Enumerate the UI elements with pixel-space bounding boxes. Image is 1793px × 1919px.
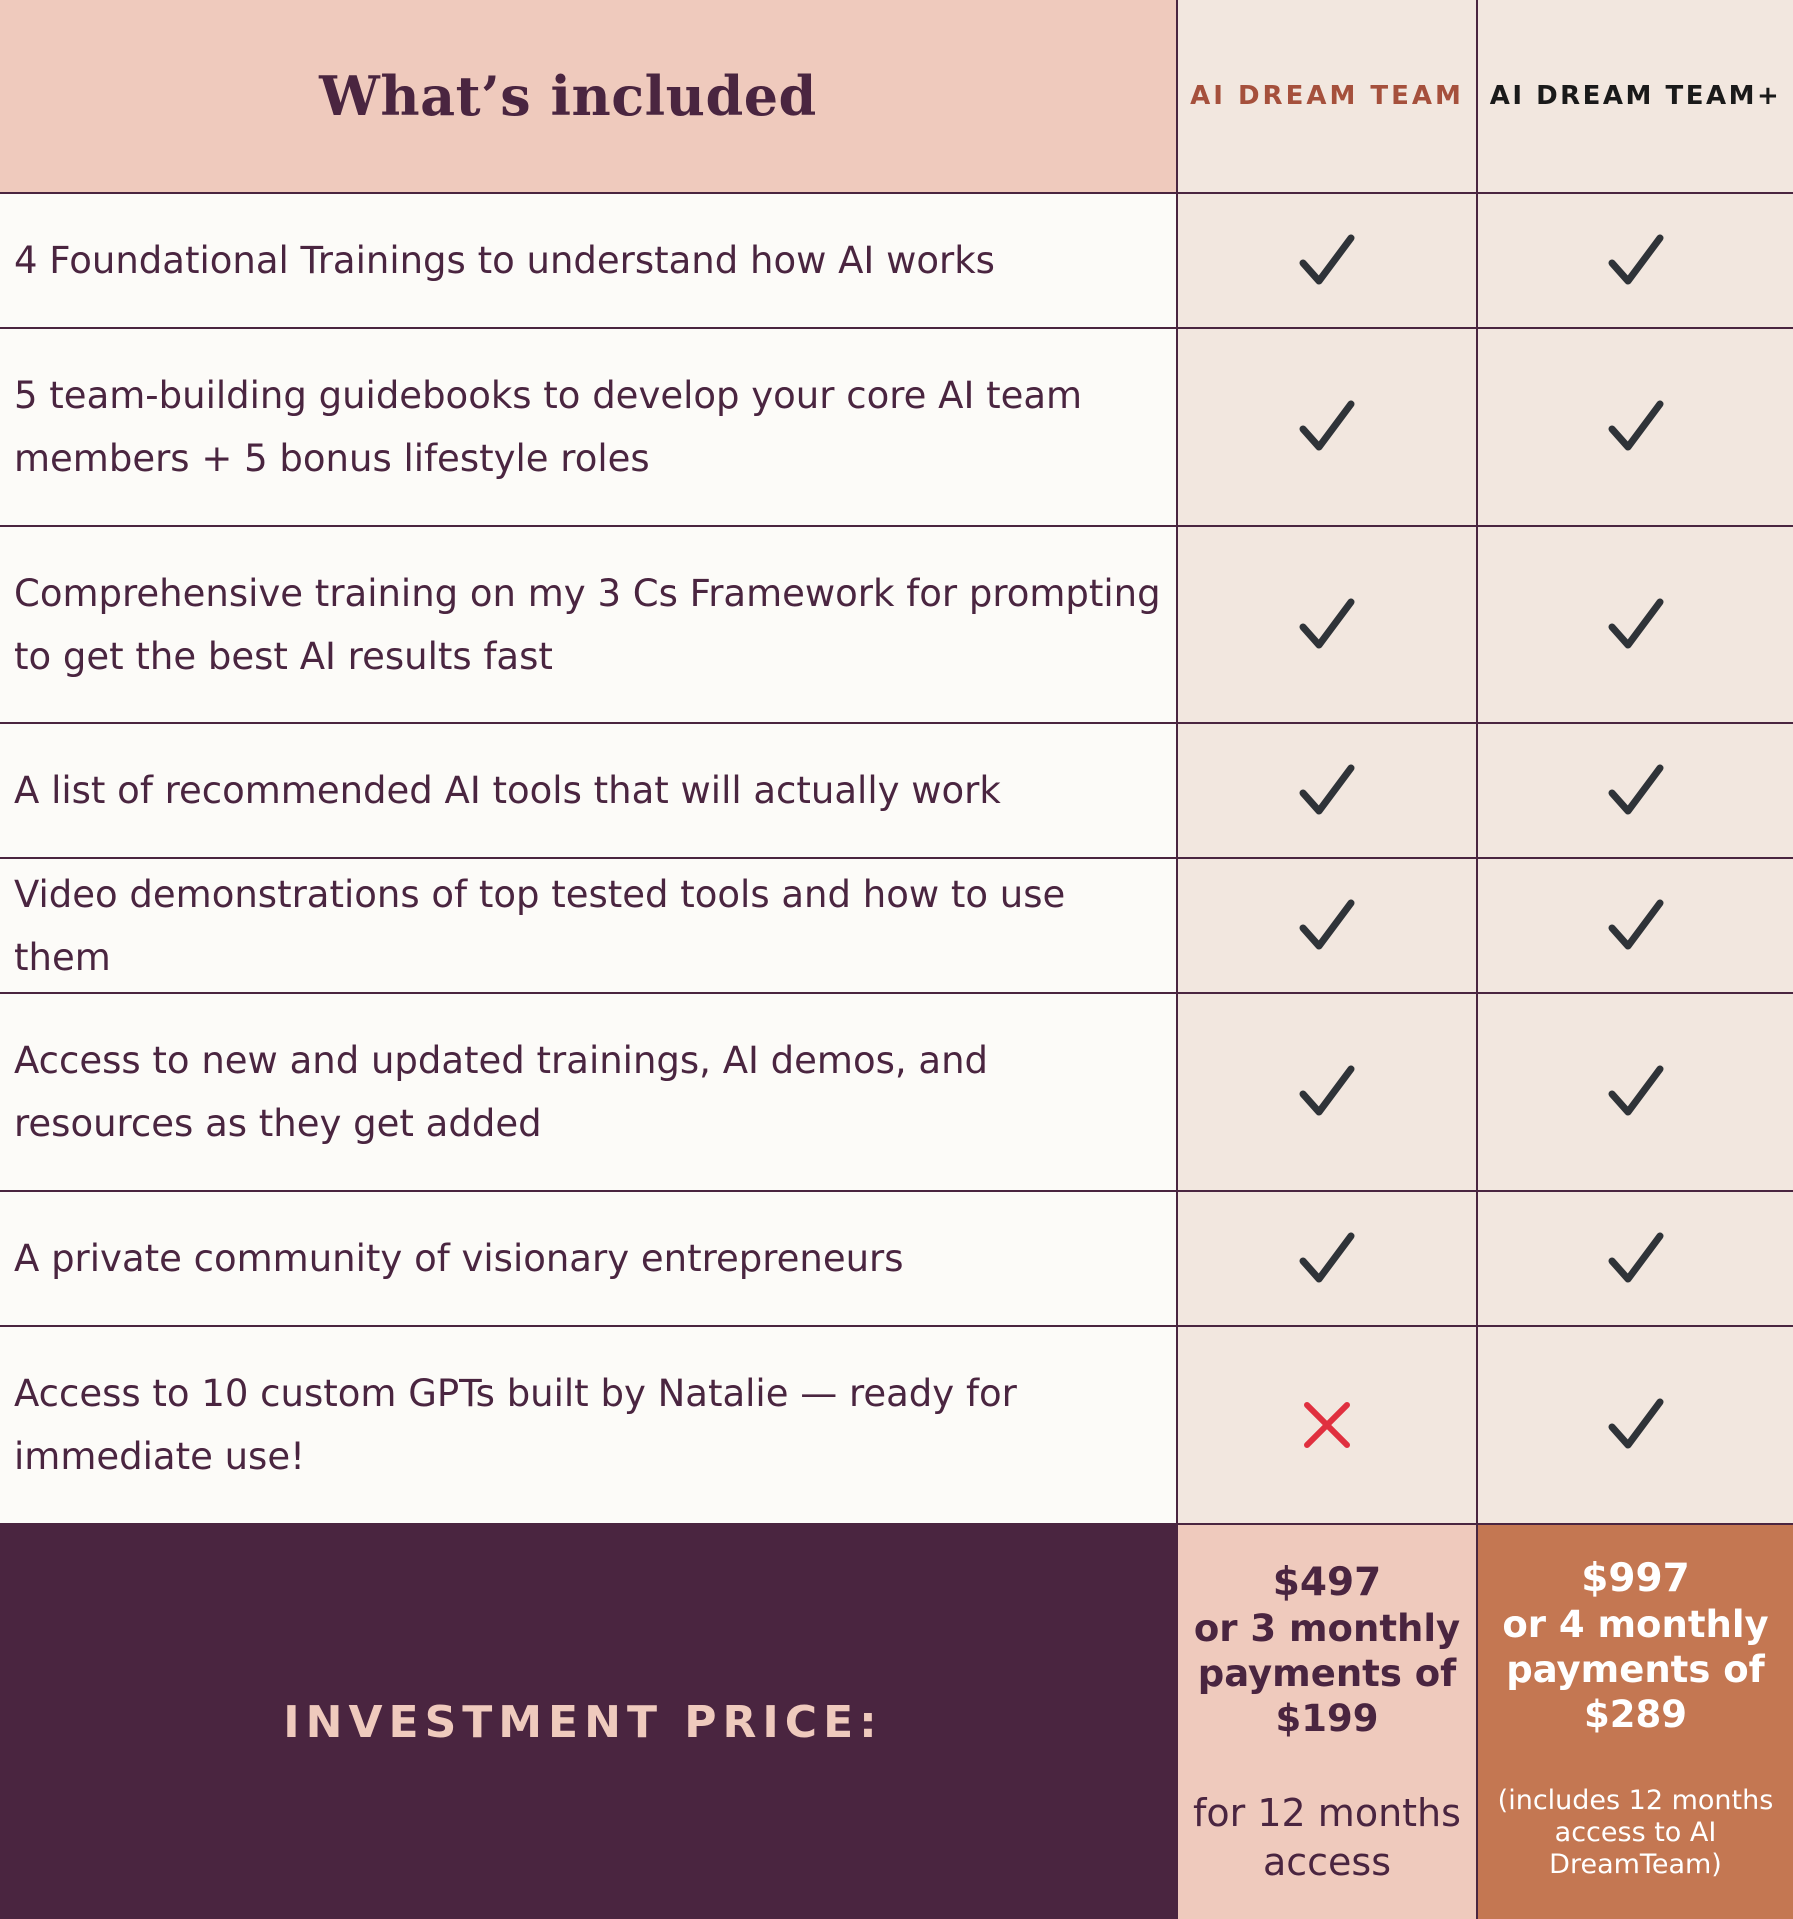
- checkmark-icon: [1606, 896, 1666, 956]
- plan-a-mark: [1178, 859, 1478, 994]
- plan-b-amount: $997: [1581, 1556, 1690, 1601]
- checkmark-icon: [1606, 1395, 1666, 1455]
- plan-b-installments: or 4 monthly payments of $289: [1502, 1603, 1769, 1736]
- checkmark-icon: [1297, 1062, 1357, 1122]
- plan-a-amount: $497: [1272, 1560, 1382, 1605]
- plan-a-mark: [1178, 1192, 1478, 1327]
- checkmark-icon: [1297, 595, 1357, 655]
- plan-a-mark: [1178, 1327, 1478, 1525]
- plan-b-mark: [1478, 329, 1793, 527]
- plan-b-mark: [1478, 724, 1793, 859]
- checkmark-icon: [1606, 1229, 1666, 1289]
- feature-label: Comprehensive training on my 3 Cs Framework for prompting to get the best AI results fast: [0, 527, 1178, 724]
- plan-b-header: [1478, 0, 1793, 194]
- feature-label: 4 Foundational Trainings to understand how AI works: [0, 194, 1178, 329]
- feature-label: Access to new and updated trainings, AI demos, and resources as they get added: [0, 994, 1178, 1192]
- plan-a-mark: [1178, 329, 1478, 527]
- plan-b-mark: [1478, 1192, 1793, 1327]
- plan-a-name: AI DREAM TEAM: [1190, 81, 1464, 111]
- plan-b-mark: [1478, 859, 1793, 994]
- cross-icon: [1297, 1395, 1357, 1455]
- plan-b-mark: [1478, 194, 1793, 329]
- checkmark-icon: [1606, 397, 1666, 457]
- checkmark-icon: [1297, 896, 1357, 956]
- plan-a-mark: [1178, 994, 1478, 1192]
- feature-label: A list of recommended AI tools that will actually work: [0, 724, 1178, 859]
- checkmark-icon: [1606, 761, 1666, 821]
- plan-a-mark: [1178, 724, 1478, 859]
- plan-b-note: (includes 12 months access to AI DreamTeam): [1497, 1785, 1774, 1880]
- feature-label: 5 team-building guidebooks to develop your core AI team members + 5 bonus lifestyle roles: [0, 329, 1178, 527]
- investment-price-label: INVESTMENT PRICE:: [0, 1525, 1178, 1919]
- plan-b-mark: [1478, 1327, 1793, 1525]
- plan-b-price: [1478, 1525, 1793, 1919]
- checkmark-icon: [1606, 231, 1666, 291]
- table-title: What’s included: [0, 0, 1178, 194]
- plan-a-mark: [1178, 194, 1478, 329]
- plan-a-price: [1178, 1525, 1478, 1919]
- checkmark-icon: [1297, 397, 1357, 457]
- plan-a-mark: [1178, 527, 1478, 724]
- plan-b-name: AI DREAM TEAM+: [1489, 81, 1782, 111]
- checkmark-icon: [1297, 761, 1357, 821]
- feature-label: Video demonstrations of top tested tools and how to use them: [0, 859, 1178, 994]
- plan-b-mark: [1478, 527, 1793, 724]
- plan-a-header: [1178, 0, 1478, 194]
- checkmark-icon: [1606, 1062, 1666, 1122]
- checkmark-icon: [1606, 595, 1666, 655]
- checkmark-icon: [1297, 1229, 1357, 1289]
- feature-label: Access to 10 custom GPTs built by Natalie — ready for immediate use!: [0, 1327, 1178, 1525]
- plan-a-note: for 12 months access: [1193, 1791, 1461, 1884]
- checkmark-icon: [1297, 231, 1357, 291]
- plan-a-installments: or 3 monthly payments of $199: [1193, 1607, 1461, 1740]
- feature-label: A private community of visionary entrepreneurs: [0, 1192, 1178, 1327]
- plan-b-mark: [1478, 994, 1793, 1192]
